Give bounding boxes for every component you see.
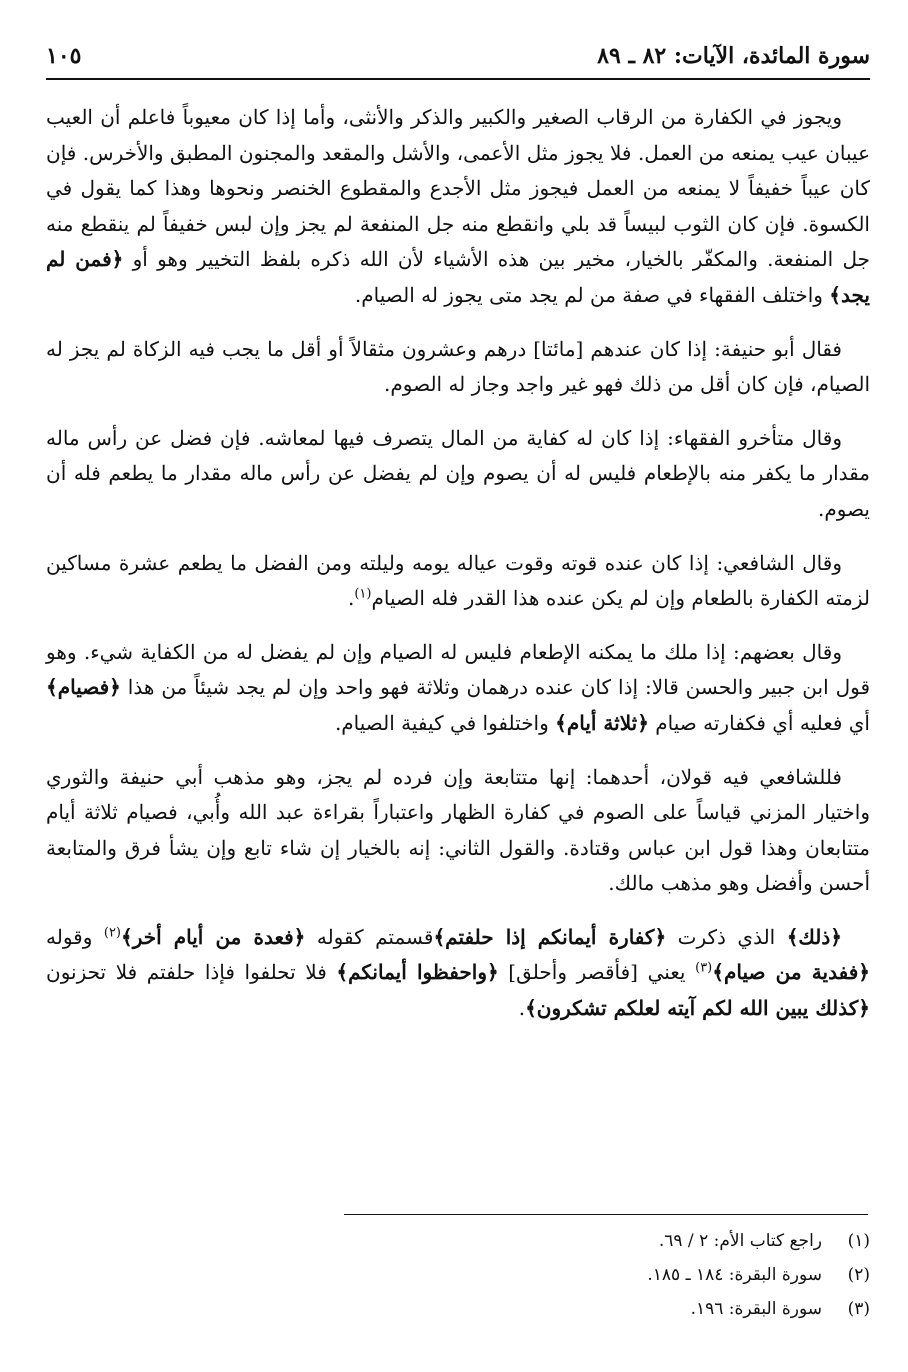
quran-quote: ﴿كذلك يبين الله لكم آيته لعلكم تشكرون﴾	[525, 996, 870, 1021]
paragraph	[46, 100, 870, 314]
paragraph	[46, 635, 870, 742]
quran-quote: ﴿كفارة أيمانكم إذا حلفتم﴾	[433, 924, 667, 949]
footnote-text: سورة البقرة: ١٩٦.	[690, 1299, 822, 1319]
footnote	[46, 1224, 870, 1258]
text-run: قسمتم كقوله	[305, 924, 434, 949]
paragraph	[46, 332, 870, 403]
footnote-ref: (٣)	[695, 960, 713, 976]
text-run: ويجوز في الكفارة من الرقاب الصغير والكبير والذكر والأنثى، وأما إذا كان معيوباً فاعلم أن العيب عيبان عيب يمنعه من العمل. فلا يجوز مثل الأعمى، والأشل والمقعد والمجنون المطبق والأخرس. فإن كان عيباً خفيفاً لا يمنعه من العمل فيجوز مثل الأجدع والمقطوع الخنصر ونحوها وهذا كما يقول في الكسوة. فإن كان الثوب لبيساً قد بلي وانقطع منه جل المنفعة لم يجز وإن لبس خفيفاً لم ينقطع منه جل المنفعة. والمكفّر بالخيار، مخير بين هذه الأشياء لأن الله ذكره بلفظ التخيير وهو أو	[46, 105, 870, 272]
footnotes	[46, 1224, 870, 1326]
text-run: وقوله	[46, 924, 104, 949]
text-run: واختلف الفقهاء في صفة من لم يجد متى يجوز له الصيام.	[354, 282, 830, 307]
text-run: واختلفوا في كيفية الصيام.	[334, 710, 556, 735]
footnote-text: سورة البقرة: ١٨٤ ـ ١٨٥.	[647, 1265, 822, 1285]
text-run: الذي ذكرت	[666, 924, 787, 949]
text-run: وقال متأخرو الفقهاء: إذا كان له كفاية من المال يتصرف فيها لمعاشه. فإن فضل عن رأس ماله مقدار ما يكفر منه بالإطعام فليس له أن يصوم وإن لم يفضل عن رأس ماله مقدار ما يطعم فله أن يصوم.	[46, 425, 870, 521]
quran-quote: ﴿فصيام﴾	[46, 675, 121, 700]
text-run: وقال بعضهم: إذا ملك ما يمكنه الإطعام فليس له الصيام وإن لم يفضل له من الكفاية شيء. وهو قول ابن جبير والحسن قالا: إذا كان عنده درهمان وثلاثة فهو واحد وإن لم يجد شيئاً من هذا	[46, 639, 870, 700]
quran-quote: ﴿فعدة من أيام أخر﴾	[121, 924, 306, 949]
text-run: فلا تحلفوا فإذا حلفتم فلا تحزنون	[46, 960, 337, 985]
quran-quote: ﴿واحفظوا أيمانكم﴾	[336, 960, 499, 985]
page-number: ١٠٥	[46, 43, 82, 69]
footnote-number: (٣)	[847, 1299, 870, 1319]
text-run: .	[518, 996, 526, 1021]
footnote-divider	[344, 1214, 868, 1215]
text-run: أي فعليه أي فكفارته صيام	[648, 710, 870, 735]
footnote-ref: (٢)	[103, 925, 121, 941]
quran-quote: ﴿ذلك﴾	[786, 924, 842, 949]
body-text	[46, 100, 870, 1045]
text-run: يعني [فأقصر وأحلق]	[498, 960, 696, 985]
paragraph	[46, 421, 870, 528]
running-title: سورة المائدة، الآيات: ٨٢ ـ ٨٩	[597, 43, 870, 69]
text-run: .	[347, 586, 355, 611]
footnote	[46, 1258, 870, 1292]
paragraph	[46, 546, 870, 617]
footnote-text: راجع كتاب الأم: ٢ / ٦٩.	[658, 1231, 822, 1251]
text-run: فقال أبو حنيفة: إذا كان عندهم [مائتا] درهم وعشرون مثقالاً أو أقل ما يجب فيه الزكاة لم يجز له الصيام، فإن كان أقل من ذلك فهو غير واجد وجاز له الصوم.	[46, 336, 870, 397]
paragraph	[46, 760, 870, 902]
text-run: فللشافعي فيه قولان، أحدهما: إنها متتابعة وإن فرده لم يجز، وهو مذهب أبي حنيفة والثوري واختيار المزني قياساً على الصوم في كفارة الظهار واعتباراً بقراءة عبد الله وأُبي، فصيام ثلاثة أيام متتابعان وهذا قول ابن عباس وقتادة. والقول الثاني: إنه بالخيار إن شاء تابع وإن يشأ فرق والمتابعة أحسن وأفضل وهو مذهب مالك.	[46, 764, 870, 896]
quran-quote: ﴿ثلاثة أيام﴾	[555, 710, 649, 735]
footnote-number: (٢)	[847, 1265, 870, 1285]
text-run: وقال الشافعي: إذا كان عنده قوته وقوت عياله يومه وليلته ومن الفضل ما يطعم عشرة مساكين لزمته الكفارة بالطعام وإن لم يكن عنده هذا القدر فله الصيام	[46, 550, 870, 611]
quran-quote: ﴿فمن لم يجد﴾	[46, 247, 870, 307]
paragraph	[46, 920, 870, 1027]
page-header	[46, 34, 870, 80]
footnote-number: (١)	[847, 1231, 870, 1251]
footnote-ref: (١)	[354, 586, 372, 602]
footnote	[46, 1292, 870, 1326]
quran-quote: ﴿ففدية من صيام﴾	[712, 960, 870, 985]
